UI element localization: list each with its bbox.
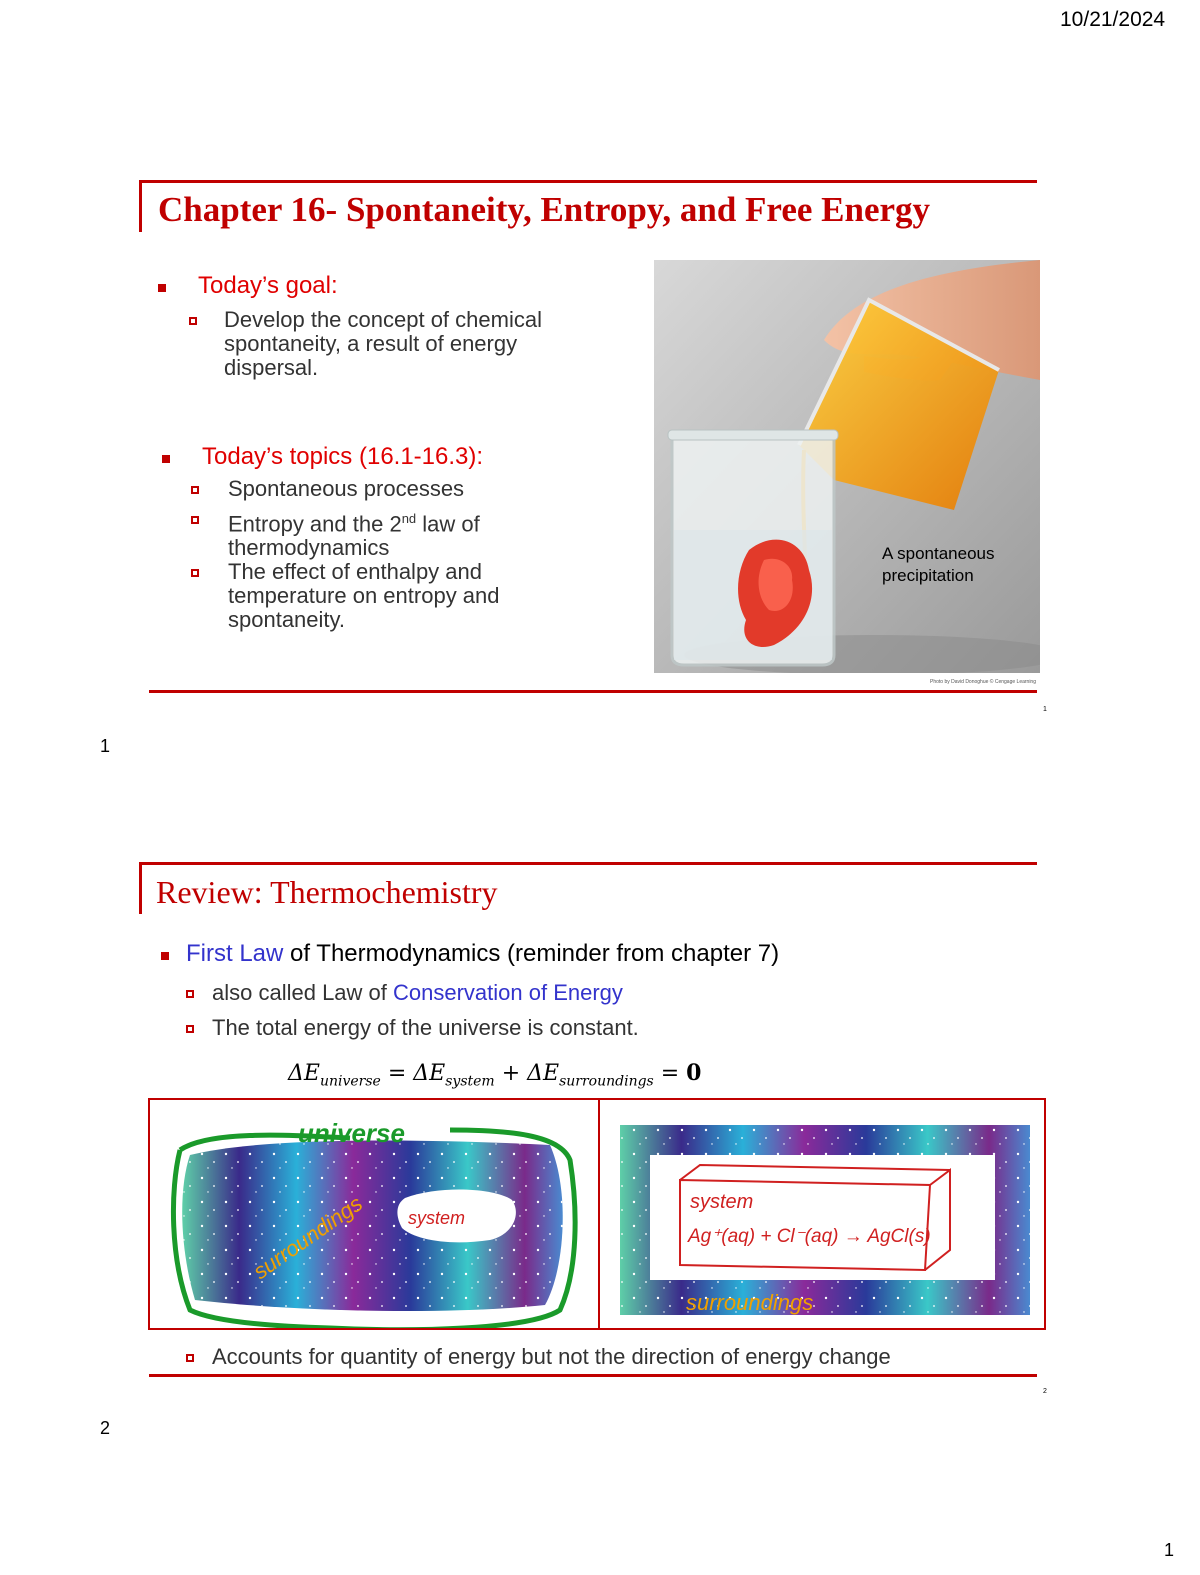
eq-term2-sub: surroundings — [559, 1073, 654, 1090]
reaction-label: Ag⁺(aq) + Cl⁻(aq) → AgCl(s) — [688, 1226, 931, 1247]
topics-heading: Today’s topics (16.1-16.3): — [202, 443, 484, 470]
first-law-highlight: First Law — [186, 940, 284, 967]
page-number: 1 — [1164, 1540, 1175, 1560]
bullet-hollow-icon — [186, 990, 194, 998]
bullet-square-icon — [162, 455, 170, 463]
bullet-hollow-icon — [191, 516, 199, 524]
surroundings-label-right: surroundings — [686, 1290, 814, 1315]
bullet-hollow-icon — [191, 486, 199, 494]
system-label-left: system — [408, 1208, 466, 1228]
slide2-title: Review: Thermochemistry — [156, 874, 498, 910]
bullet-hollow-icon — [191, 569, 199, 577]
slide1-number: 1 — [100, 736, 111, 756]
slide1-bottom-rule — [149, 690, 1037, 693]
title-accent-horizontal — [139, 862, 1037, 865]
photo-caption: A spontaneous precipitation — [882, 544, 995, 585]
bullet-hollow-icon — [189, 317, 197, 325]
eq-rhs: 0 — [686, 1060, 702, 1086]
slide2-number: 2 — [100, 1418, 111, 1438]
first-law-bullet — [186, 940, 779, 968]
eq-term1-sub: system — [445, 1073, 495, 1090]
universe-diagram — [148, 1098, 1046, 1330]
slide1-title: Chapter 16- Spontaneity, Entropy, and Free Energy — [158, 190, 931, 229]
beaker-photo — [654, 260, 1040, 685]
conservation-bullet — [212, 980, 623, 1006]
diagram-drawing — [150, 1100, 1044, 1328]
quantity-direction-text: Accounts for quantity of energy but not the direction of energy change — [212, 1344, 891, 1369]
bullet-square-icon — [158, 284, 166, 292]
system-label-right: system — [690, 1191, 754, 1213]
slide1-corner-number: 1 — [1043, 706, 1047, 713]
topic-item-3: The effect of enthalpy and temperature on entropy and spontaneity. — [228, 559, 500, 632]
first-law-equation: $\Delta E_{universe} = \Delta E_{system} + \Delta E_{surroundings} = 0$ — [288, 1060, 702, 1090]
slide2-bottom-rule — [149, 1374, 1037, 1377]
conservation-text: also called Law of — [212, 980, 393, 1005]
topic-item-1: Spontaneous processes — [228, 476, 465, 501]
total-energy-text: The total energy of the universe is constant. — [212, 1015, 639, 1040]
bullet-square-icon — [161, 952, 169, 960]
universe-label: universe — [298, 1118, 405, 1148]
eq-term2: ΔE — [527, 1061, 560, 1086]
print-date: 10/21/2024 — [1060, 8, 1166, 31]
goal-heading: Today’s goal: — [198, 272, 338, 299]
eq-lhs-sub: universe — [319, 1073, 381, 1090]
title-accent-horizontal — [139, 180, 1037, 183]
topic-item-2-superscript: nd — [401, 511, 417, 526]
surroundings-label-left: surroundings — [248, 1190, 368, 1285]
slide2-corner-number: 2 — [1043, 1388, 1047, 1395]
photo-credit: Photo by David Donoghue © Cengage Learning — [930, 679, 1036, 685]
first-law-text: of Thermodynamics (reminder from chapter 7) — [283, 940, 780, 967]
eq-lhs: ΔE — [288, 1061, 320, 1086]
bullet-hollow-icon — [186, 1025, 194, 1033]
topic-item-2 — [228, 507, 558, 560]
goal-item: Develop the concept of chemical spontaneity, a result of energy dispersal. — [224, 307, 542, 380]
eq-term1: ΔE — [413, 1061, 446, 1086]
title-accent-vertical — [139, 180, 142, 232]
title-accent-vertical — [139, 862, 142, 914]
topic-item-2-text: Entropy and the 2 — [228, 511, 402, 537]
bullet-hollow-icon — [186, 1354, 194, 1362]
topic-item-2-text-rest: law of thermodynamics — [228, 511, 480, 561]
conservation-highlight: Conservation of Energy — [393, 980, 623, 1005]
beaker-photo-graphic — [654, 260, 1040, 673]
